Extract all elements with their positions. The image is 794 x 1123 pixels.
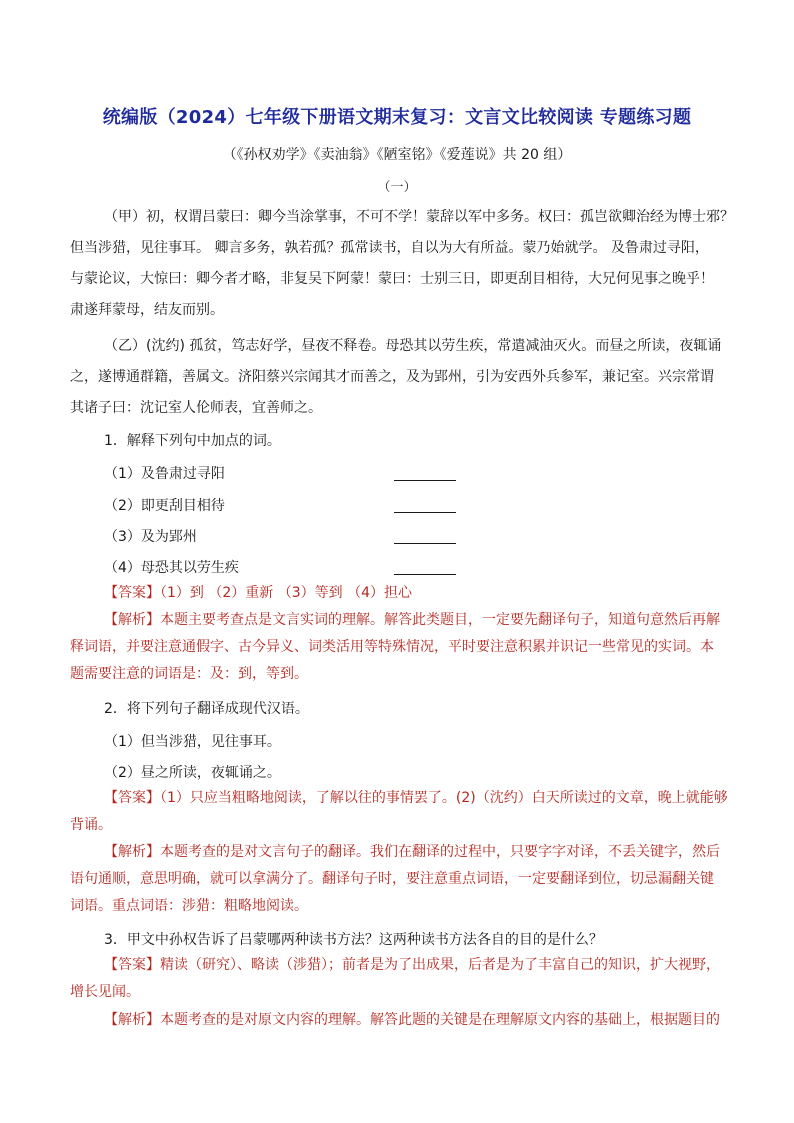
question-1-answer	[104, 583, 412, 603]
question-1-item	[104, 464, 364, 484]
question-1-item	[104, 558, 364, 578]
question-1-item-text: （3）及为郢州	[104, 529, 197, 545]
passage-b-line: 其诸子曰：沈记室人伦师表，宜善师之。	[70, 400, 322, 416]
question-2-prompt: 2．将下列句子翻译成现代汉语。	[104, 701, 309, 717]
passage-b-line: 之，遂博通群籍，善属文。济阳蔡兴宗闻其才而善之，及为郢州，引为安西外兵参军，兼记室。兴宗常谓	[70, 369, 714, 385]
analysis-text: 本题主要考查点是文言实词的理解。解答此类题目，一定要先翻译句子，知道句意然后再解	[160, 612, 720, 628]
question-2-analysis	[104, 842, 720, 862]
analysis-line: 释词语，并要注意通假字、古今异义、词类活用等特殊情况，平时要注意积累并识记一些常见的实词。本	[70, 639, 714, 655]
question-2-answer	[104, 788, 728, 808]
question-1-item	[104, 496, 364, 516]
question-1-analysis	[104, 610, 720, 630]
answer-tag: 【答案】	[104, 957, 160, 973]
answer-tag: 【答案】	[104, 585, 160, 601]
question-1-item-text: （2）即更刮目相待	[104, 498, 225, 514]
answer-blank	[394, 512, 456, 513]
answer-text: （1）只应当粗略地阅读，了解以往的事情罢了。(2)（沈约）白天所读过的文章，晚上就能够	[160, 790, 728, 806]
answer-text: 精读（研究）、略读（涉猎）；前者是为了出成果，后者是为了丰富自己的知识，扩大视野，	[160, 957, 720, 973]
passage-b-line: （乙）(沈约) 孤贫，笃志好学，昼夜不释卷。母恐其以劳生疾，常遣减油灭火。而昼之所读，夜辄诵	[104, 338, 722, 354]
analysis-text: 本题考查的是对文言句子的翻译。我们在翻译的过程中，只要字字对译，不丢关键字，然后	[160, 844, 720, 860]
question-1-item-text: （4）母恐其以劳生疾	[104, 560, 239, 576]
question-2-item: （1）但当涉猎，见往事耳。	[104, 734, 281, 750]
question-1-prompt: 1．解释下列句中加点的词。	[104, 433, 281, 449]
passage-a-line: 肃遂拜蒙母，结友而别。	[70, 302, 224, 318]
answer-blank	[394, 543, 456, 544]
analysis-tag: 【解析】	[104, 844, 160, 860]
question-3-prompt: 3．甲文中孙权告诉了吕蒙哪两种读书方法？这两种读书方法各自的目的是什么？	[104, 932, 603, 948]
document-subtitle: （《孙权劝学》《卖油翁》《陋室铭》《爱莲说》共 20 组）	[222, 147, 572, 163]
passage-a-line: 但当涉猎，见往事耳。 卿言多务，孰若孤？孤常读书，自以为大有所益。蒙乃始就学。 及鲁肃过寻阳，	[70, 240, 709, 256]
analysis-tag: 【解析】	[104, 612, 160, 628]
question-3-answer	[104, 955, 720, 975]
section-number: （一）	[377, 180, 417, 195]
analysis-text: 本题考查的是对原文内容的理解。解答此题的关键是在理解原文内容的基础上，根据题目的	[160, 1012, 720, 1028]
analysis-tag: 【解析】	[104, 1012, 160, 1028]
answer-blank	[394, 480, 456, 481]
passage-a-line: 与蒙论议，大惊曰：卿今者才略，非复吴下阿蒙！蒙曰：士别三日，即更刮目相待，大兄何见事之晚乎！	[70, 271, 714, 287]
question-2-item: （2）昼之所读，夜辄诵之。	[104, 765, 281, 781]
analysis-line: 词语。重点词语：涉猎：粗略地阅读。	[70, 898, 308, 914]
answer-text: （1）到 （2）重新 （3）等到 （4）担心	[160, 585, 412, 601]
document-title: 统编版（2024）七年级下册语文期末复习：文言文比较阅读 专题练习题	[102, 107, 692, 128]
question-1-item	[104, 527, 364, 547]
passage-a-line: （甲）初，权谓吕蒙曰：卿今当涂掌事，不可不学！蒙辞以军中多务。权曰：孤岂欲卿治经为博士邪？	[104, 209, 734, 225]
answer-line: 背诵。	[70, 817, 112, 833]
analysis-line: 语句通顺，意思明确，就可以拿满分了。翻译句子时，要注意重点词语，一定要翻译到位，切忌漏翻关键	[70, 871, 714, 887]
question-3-analysis	[104, 1010, 720, 1030]
question-1-item-text: （1）及鲁肃过寻阳	[104, 466, 225, 482]
answer-blank	[394, 574, 456, 575]
answer-line: 增长见闻。	[70, 984, 140, 1000]
analysis-line: 题需要注意的词语是：及：到，等到。	[70, 666, 308, 682]
answer-tag: 【答案】	[104, 790, 160, 806]
